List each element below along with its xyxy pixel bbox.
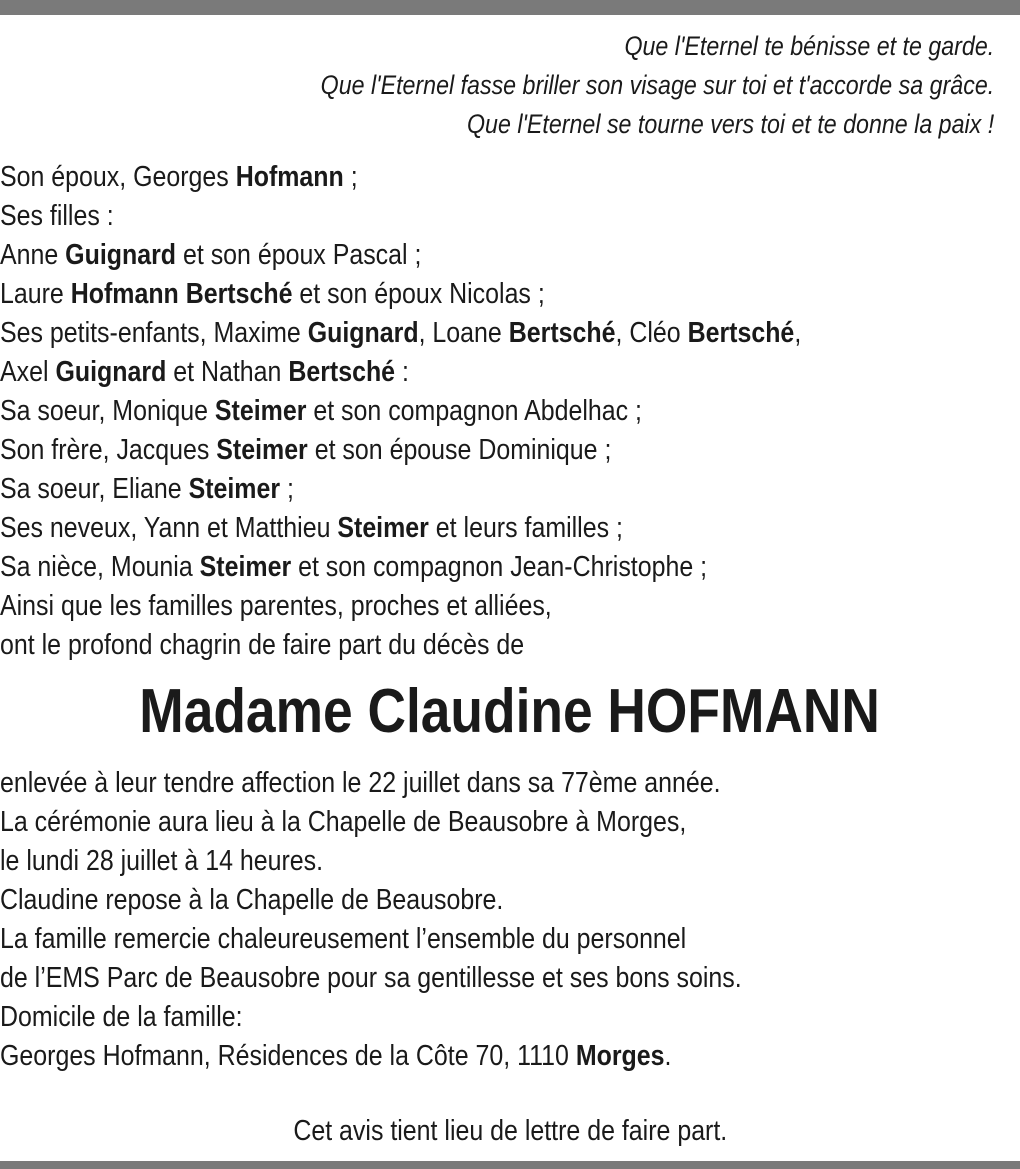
surname-text: Guignard [55,356,167,388]
line-text: enlevée à leur tendre affection le 22 juillet dans sa 77ème année. [0,767,721,799]
announcement-line [0,1037,742,1076]
surname-text: Steimer [216,434,308,466]
closing-text: Cet avis tient lieu de lettre de faire part. [293,1115,727,1147]
line-text: Sa soeur, Monique [0,395,215,427]
family-list [0,158,801,665]
surname-text: Steimer [188,473,281,505]
surname-text: Steimer [337,512,429,544]
quote-line: Que l'Eternel se tourne vers toi et te donne la paix ! [466,109,995,139]
family-line [0,197,801,236]
line-text: , [794,317,802,349]
family-line [0,275,801,314]
announcement-line [0,920,742,959]
quote-line: Que l'Eternel fasse briller son visage sur toi et t'accorde sa grâce. [320,70,994,100]
line-text: et leurs familles ; [428,512,623,544]
line-text: et son compagnon Abdelhac ; [306,395,642,427]
top-rule [0,0,1020,15]
family-line [0,626,801,665]
line-text: , Loane [418,317,509,349]
surname-text: Bertsché [508,317,616,349]
family-line [0,353,801,392]
line-text: Son époux, Georges [0,161,236,193]
line-text: et Nathan [166,356,289,388]
family-line [0,548,801,587]
surname-text: Guignard [307,317,419,349]
closing-note [0,1112,1020,1151]
line-text: ; [280,473,294,505]
surname-text: Steimer [214,395,307,427]
line-text: . [664,1040,672,1072]
line-text: et son compagnon Jean-Christophe ; [291,551,708,583]
line-text: : [395,356,409,388]
line-text: Claudine repose à la Chapelle de Beausobre. [0,884,504,916]
family-line [0,587,801,626]
announcement-line [0,764,742,803]
line-text: Axel [0,356,56,388]
line-text: ; [343,161,358,193]
family-line [0,431,801,470]
line-text: et son époux Nicolas ; [292,278,545,310]
line-text: Sa nièce, Mounia [0,551,200,583]
surname-text: Morges [575,1040,665,1072]
line-text: Domicile de la famille: [0,1001,243,1033]
line-text: et son époux Pascal ; [176,239,422,271]
line-text: La famille remercie chaleureusement l’ensemble du personnel [0,923,687,955]
line-text: La cérémonie aura lieu à la Chapelle de Beausobre à Morges, [0,806,687,838]
line-text: Sa soeur, Eliane [0,473,189,505]
line-text: Ses filles : [0,200,114,232]
announcement-line [0,959,742,998]
line-text: de l’EMS Parc de Beausobre pour sa gentillesse et ses bons soins. [0,962,742,994]
line-text: Ses neveux, Yann et Matthieu [0,512,338,544]
line-text: , Cléo [615,317,688,349]
family-line [0,314,801,353]
family-line [0,158,801,197]
bottom-rule [0,1161,1020,1169]
announcement-line [0,842,742,881]
family-line [0,470,801,509]
announcement-text [0,764,742,1076]
surname-text: Hofmann Bertsché [70,278,293,310]
line-text: ont le profond chagrin de faire part du décès de [0,629,525,661]
line-text: et son épouse Dominique ; [307,434,612,466]
line-text: Ainsi que les familles parentes, proches et alliées, [0,590,552,622]
line-text: Laure [0,278,71,310]
family-line [0,509,801,548]
line-text: le lundi 28 juillet à 14 heures. [0,845,324,877]
announcement-line [0,881,742,920]
announcement-line [0,803,742,842]
surname-text: Guignard [65,239,177,271]
family-line [0,236,801,275]
line-text: Ses petits-enfants, Maxime [0,317,308,349]
announcement-line [0,998,742,1037]
deceased-name [0,672,1020,752]
line-text: Son frère, Jacques [0,434,217,466]
blessing-quote [320,27,994,144]
line-text: Georges Hofmann, Résidences de la Côte 70, 1110 [0,1040,576,1072]
surname-text: Steimer [199,551,292,583]
quote-line: Que l'Eternel te bénisse et te garde. [624,31,994,61]
deceased-name-text: Madame Claudine HOFMANN [139,677,881,746]
line-text: Anne [0,239,66,271]
surname-text: Bertsché [288,356,396,388]
family-line [0,392,801,431]
surname-text: Bertsché [687,317,795,349]
surname-text: Hofmann [235,161,344,193]
